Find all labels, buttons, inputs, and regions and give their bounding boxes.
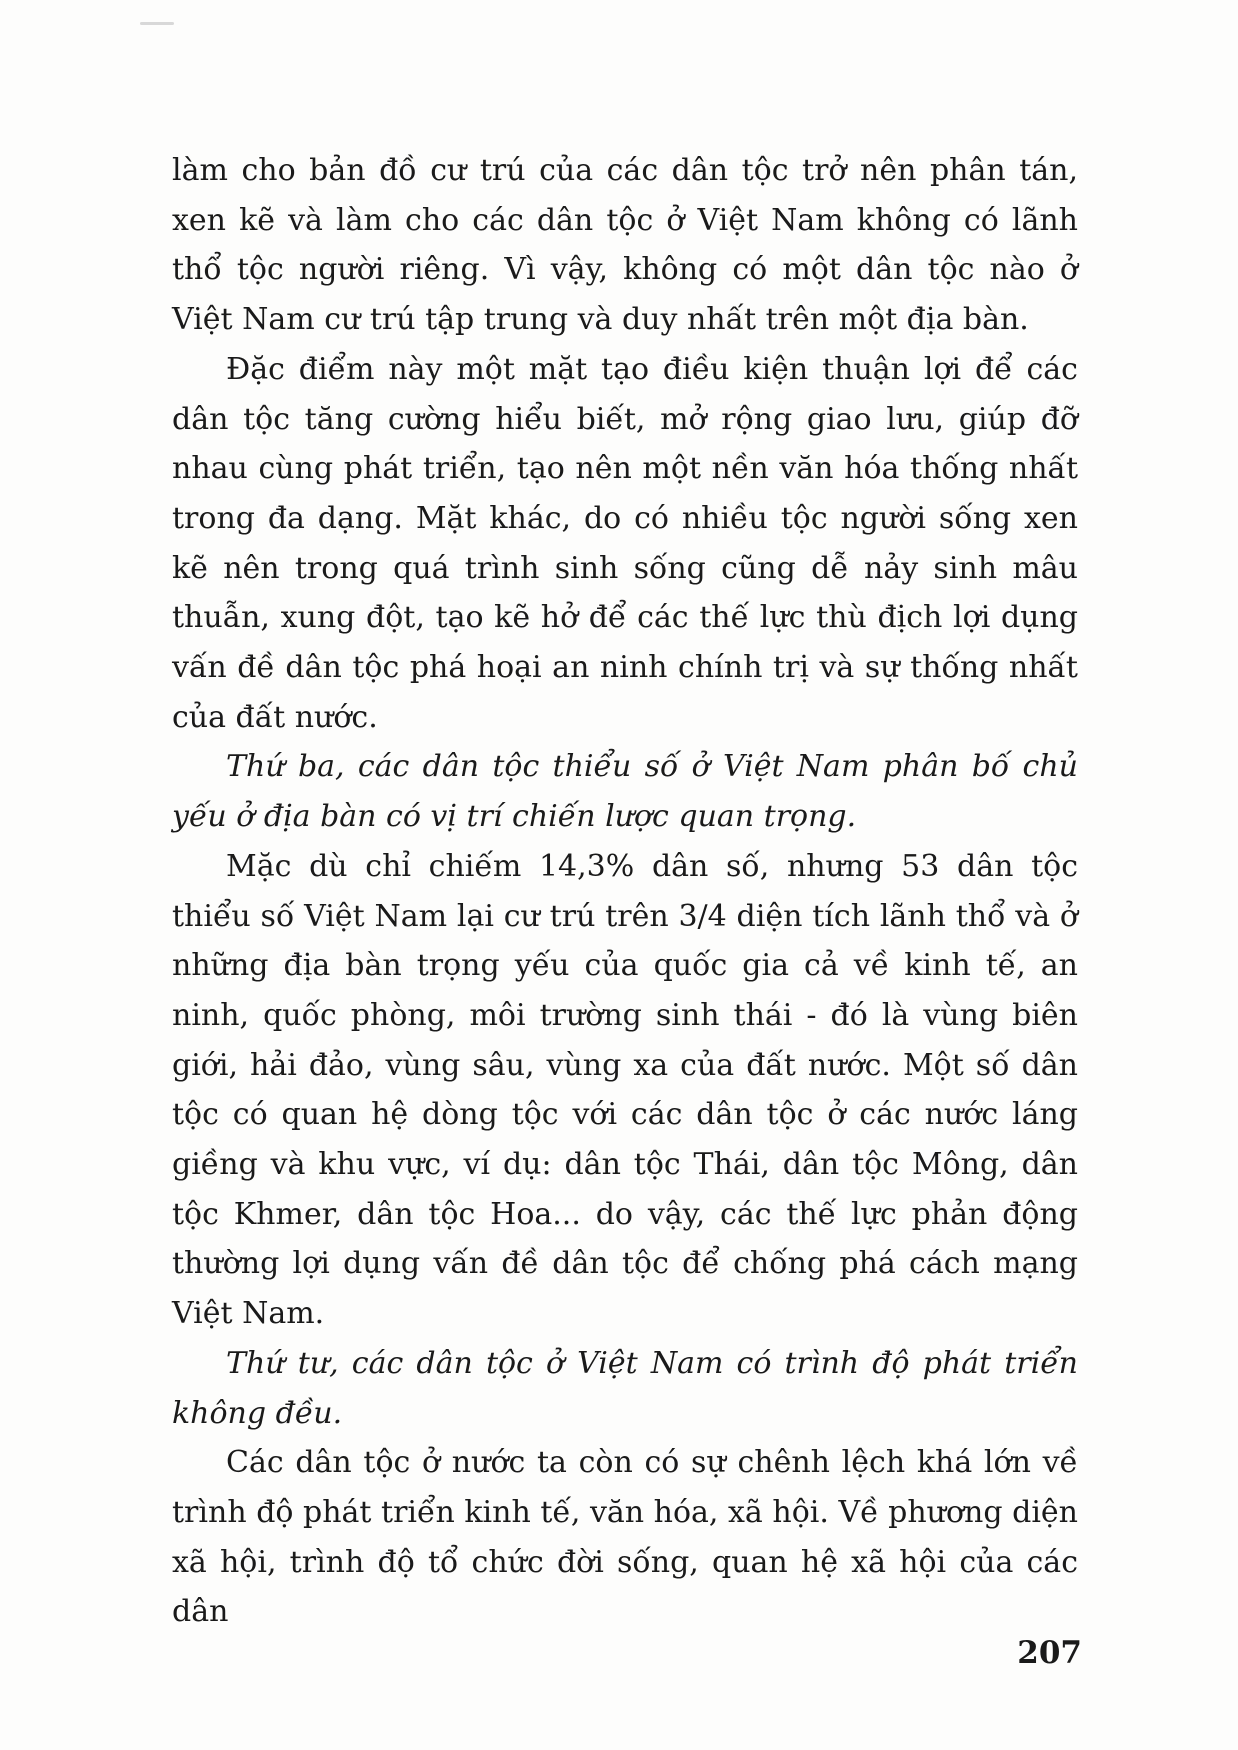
scan-artifact-mark xyxy=(140,22,174,25)
paragraph: Các dân tộc ở nước ta còn có sự chênh lệch khá lớn về trình độ phát triển kinh tế, văn hóa, xã hội. Về phương diện xã hội, trình độ tổ chức đời sống, quan hệ xã hội của các dân xyxy=(172,1445,1078,1630)
italic-heading-paragraph: Thứ ba, các dân tộc thiểu số ở Việt Nam phân bố chủ yếu ở địa bàn có vị trí chiến lược quan trọng. xyxy=(172,749,1078,835)
paragraph-continued: làm cho bản đồ cư trú của các dân tộc trở nên phân tán, xen kẽ và làm cho các dân tộc ở Việt Nam không có lãnh thổ tộc người riêng. Vì vậy, không có một dân tộc nào ở Việt Nam cư trú tập trung và duy nhất trên một địa bàn. xyxy=(172,153,1078,338)
paragraph: Mặc dù chỉ chiếm 14,3% dân số, nhưng 53 dân tộc thiểu số Việt Nam lại cư trú trên 3/4 diện tích lãnh thổ và ở những địa bàn trọng yếu của quốc gia cả về kinh tế, an ninh, quốc phòng, môi trường sinh thái - đó là vùng biên giới, hải đảo, vùng sâu, vùng xa của đất nước. Một số dân tộc có quan hệ dòng tộc với các dân tộc ở các nước láng giềng và khu vực, ví dụ: dân tộc Thái, dân tộc Mông, dân tộc Khmer, dân tộc Hoa... do vậy, các thế lực phản động thường lợi dụng vấn đề dân tộc để chống phá cách mạng Việt Nam. xyxy=(172,848,1078,1332)
paragraph: Đặc điểm này một mặt tạo điều kiện thuận lợi để các dân tộc tăng cường hiểu biết, mở rộng giao lưu, giúp đỡ nhau cùng phát triển, tạo nên một nền văn hóa thống nhất trong đa dạng. Mặt khác, do có nhiều tộc người sống xen kẽ nên trong quá trình sinh sống cũng dễ nảy sinh mâu thuẫn, xung đột, tạo kẽ hở để các thế lực thù địch lợi dụng vấn đề dân tộc phá hoại an ninh chính trị và sự thống nhất của đất nước. xyxy=(172,351,1078,735)
page-number: 207 xyxy=(1017,1635,1082,1671)
body-text xyxy=(172,146,1078,1637)
italic-heading-paragraph: Thứ tư, các dân tộc ở Việt Nam có trình độ phát triển không đều. xyxy=(172,1345,1078,1431)
